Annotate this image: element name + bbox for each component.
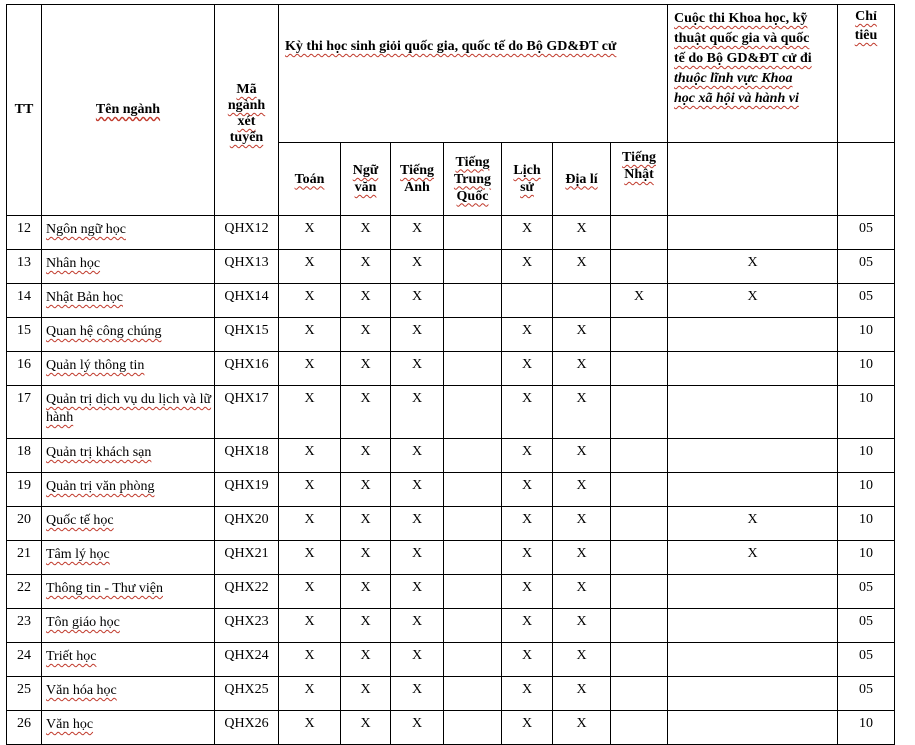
major-name bbox=[42, 711, 215, 745]
mark-cell bbox=[444, 541, 502, 575]
mark-cell: X bbox=[553, 677, 611, 711]
mark-cell: X bbox=[341, 318, 391, 352]
mark-cell bbox=[444, 677, 502, 711]
major-name-text: Văn học bbox=[46, 717, 94, 732]
major-code: QHX19 bbox=[215, 473, 279, 507]
mark-cell bbox=[668, 216, 838, 250]
mark-cell bbox=[668, 386, 838, 439]
header-subject-ngu-van bbox=[341, 143, 391, 216]
header-tt: TT bbox=[7, 5, 42, 216]
mark-cell bbox=[668, 439, 838, 473]
mark-cell bbox=[668, 473, 838, 507]
mark-cell: X bbox=[553, 711, 611, 745]
subject-label: Tiếng bbox=[400, 163, 434, 178]
mark-cell: X bbox=[553, 643, 611, 677]
quota-value: 10 bbox=[838, 352, 895, 386]
mark-cell: X bbox=[502, 507, 553, 541]
mark-cell: X bbox=[502, 318, 553, 352]
mark-cell bbox=[611, 541, 668, 575]
major-code: QHX22 bbox=[215, 575, 279, 609]
quota-value: 05 bbox=[838, 284, 895, 318]
row-number: 22 bbox=[7, 575, 42, 609]
major-code: QHX18 bbox=[215, 439, 279, 473]
major-name bbox=[42, 250, 215, 284]
mark-cell: X bbox=[341, 575, 391, 609]
mark-cell: X bbox=[279, 473, 341, 507]
major-name bbox=[42, 439, 215, 473]
major-code: QHX25 bbox=[215, 677, 279, 711]
major-name bbox=[42, 575, 215, 609]
major-code: QHX21 bbox=[215, 541, 279, 575]
mark-cell: X bbox=[341, 473, 391, 507]
header-name: Tên ngành bbox=[42, 5, 215, 216]
header-subject-toan bbox=[279, 143, 341, 216]
mark-cell: X bbox=[553, 609, 611, 643]
header-national-exam bbox=[279, 5, 668, 143]
mark-cell: X bbox=[611, 284, 668, 318]
header-subject-dia-li bbox=[553, 143, 611, 216]
major-code: QHX26 bbox=[215, 711, 279, 745]
mark-cell bbox=[502, 284, 553, 318]
mark-cell: X bbox=[391, 216, 444, 250]
mark-cell bbox=[611, 643, 668, 677]
subject-label: sử bbox=[520, 180, 534, 195]
mark-cell: X bbox=[391, 439, 444, 473]
mark-cell: X bbox=[341, 711, 391, 745]
quota-value: 10 bbox=[838, 318, 895, 352]
mark-cell bbox=[611, 575, 668, 609]
major-name bbox=[42, 284, 215, 318]
mark-cell bbox=[611, 473, 668, 507]
header-national-exam-text: Kỳ thi học sinh giỏi quốc gia, quốc tế do Bộ GD&ĐT cử bbox=[285, 39, 617, 54]
header-quota-empty bbox=[838, 143, 895, 216]
mark-cell bbox=[611, 507, 668, 541]
subject-label: Toán bbox=[294, 171, 325, 187]
quota-value: 05 bbox=[838, 250, 895, 284]
major-name bbox=[42, 386, 215, 439]
mark-cell: X bbox=[341, 250, 391, 284]
row-number: 23 bbox=[7, 609, 42, 643]
mark-cell: X bbox=[279, 439, 341, 473]
mark-cell bbox=[444, 473, 502, 507]
table-row bbox=[7, 352, 895, 386]
major-name bbox=[42, 216, 215, 250]
mark-cell: X bbox=[502, 473, 553, 507]
mark-cell bbox=[668, 677, 838, 711]
mark-cell: X bbox=[668, 541, 838, 575]
major-name-text: Quốc tế học bbox=[46, 513, 114, 528]
subject-label: Địa lí bbox=[565, 171, 598, 187]
mark-cell: X bbox=[502, 386, 553, 439]
major-name bbox=[42, 541, 215, 575]
mark-cell bbox=[668, 575, 838, 609]
mark-cell: X bbox=[502, 352, 553, 386]
mark-cell: X bbox=[341, 643, 391, 677]
quota-value: 05 bbox=[838, 216, 895, 250]
mark-cell bbox=[668, 643, 838, 677]
mark-cell: X bbox=[502, 250, 553, 284]
mark-cell bbox=[444, 711, 502, 745]
header-contest-line: thuật quốc gia và quốc bbox=[674, 31, 810, 46]
mark-cell: X bbox=[668, 250, 838, 284]
mark-cell bbox=[668, 318, 838, 352]
mark-cell: X bbox=[341, 609, 391, 643]
header-quota-line: Chỉ bbox=[855, 9, 877, 24]
mark-cell bbox=[611, 352, 668, 386]
mark-cell: X bbox=[502, 677, 553, 711]
table-row bbox=[7, 575, 895, 609]
mark-cell: X bbox=[391, 318, 444, 352]
table-row bbox=[7, 609, 895, 643]
row-number: 21 bbox=[7, 541, 42, 575]
major-code: QHX24 bbox=[215, 643, 279, 677]
header-code-line: ngành bbox=[227, 98, 266, 113]
mark-cell: X bbox=[279, 386, 341, 439]
quota-value: 10 bbox=[838, 439, 895, 473]
mark-cell bbox=[611, 677, 668, 711]
quota-value: 05 bbox=[838, 643, 895, 677]
mark-cell bbox=[611, 609, 668, 643]
mark-cell: X bbox=[668, 284, 838, 318]
major-code: QHX14 bbox=[215, 284, 279, 318]
header-code-line: tuyển bbox=[229, 130, 264, 145]
table-row bbox=[7, 216, 895, 250]
table-row bbox=[7, 711, 895, 745]
quota-value: 05 bbox=[838, 609, 895, 643]
mark-cell: X bbox=[279, 507, 341, 541]
mark-cell bbox=[611, 216, 668, 250]
mark-cell: X bbox=[391, 284, 444, 318]
mark-cell: X bbox=[502, 609, 553, 643]
major-name-text: Văn hóa học bbox=[46, 683, 117, 698]
row-number: 16 bbox=[7, 352, 42, 386]
mark-cell: X bbox=[279, 677, 341, 711]
subject-label: Tiếng bbox=[622, 150, 656, 165]
table-row bbox=[7, 473, 895, 507]
subject-label: Ngữ bbox=[352, 163, 379, 178]
row-number: 24 bbox=[7, 643, 42, 677]
major-code: QHX15 bbox=[215, 318, 279, 352]
major-name bbox=[42, 609, 215, 643]
mark-cell: X bbox=[668, 507, 838, 541]
major-name-text: Triết học bbox=[46, 649, 97, 664]
major-code: QHX16 bbox=[215, 352, 279, 386]
row-number: 25 bbox=[7, 677, 42, 711]
header-contest-empty bbox=[668, 143, 838, 216]
major-name-text: Tôn giáo học bbox=[46, 615, 120, 630]
mark-cell: X bbox=[391, 250, 444, 284]
table-row bbox=[7, 507, 895, 541]
mark-cell: X bbox=[341, 284, 391, 318]
major-name bbox=[42, 318, 215, 352]
subject-label: Tiếng bbox=[455, 154, 490, 170]
mark-cell: X bbox=[341, 439, 391, 473]
mark-cell: X bbox=[391, 575, 444, 609]
header-subject-tieng-trung bbox=[444, 143, 502, 216]
mark-cell: X bbox=[502, 541, 553, 575]
mark-cell: X bbox=[341, 541, 391, 575]
header-row-1 bbox=[7, 5, 895, 143]
mark-cell: X bbox=[553, 439, 611, 473]
subject-label: Nhật bbox=[624, 167, 654, 182]
admission-table bbox=[6, 4, 895, 745]
mark-cell: X bbox=[391, 386, 444, 439]
row-number: 18 bbox=[7, 439, 42, 473]
mark-cell: X bbox=[391, 473, 444, 507]
mark-cell: X bbox=[502, 575, 553, 609]
quota-value: 05 bbox=[838, 575, 895, 609]
mark-cell: X bbox=[279, 216, 341, 250]
row-number: 17 bbox=[7, 386, 42, 439]
major-name bbox=[42, 473, 215, 507]
mark-cell: X bbox=[553, 216, 611, 250]
major-name-text: Quản trị dịch vụ du lịch và lữ hành bbox=[46, 392, 212, 425]
header-subject-lich-su bbox=[502, 143, 553, 216]
quota-value: 10 bbox=[838, 473, 895, 507]
quota-value: 10 bbox=[838, 711, 895, 745]
mark-cell bbox=[444, 284, 502, 318]
major-code: QHX13 bbox=[215, 250, 279, 284]
mark-cell: X bbox=[502, 643, 553, 677]
major-code: QHX17 bbox=[215, 386, 279, 439]
mark-cell: X bbox=[279, 541, 341, 575]
mark-cell: X bbox=[391, 352, 444, 386]
mark-cell: X bbox=[502, 216, 553, 250]
mark-cell: X bbox=[553, 507, 611, 541]
header-contest-line: tế do Bộ GD&ĐT cử đi bbox=[674, 51, 812, 66]
mark-cell bbox=[611, 439, 668, 473]
major-name bbox=[42, 677, 215, 711]
major-name-text: Quản trị khách sạn bbox=[46, 445, 152, 460]
header-contest-line: học xã hội và hành vi bbox=[674, 91, 799, 106]
table-row bbox=[7, 318, 895, 352]
mark-cell: X bbox=[341, 386, 391, 439]
major-code: QHX20 bbox=[215, 507, 279, 541]
quota-value: 10 bbox=[838, 541, 895, 575]
mark-cell bbox=[444, 386, 502, 439]
mark-cell: X bbox=[391, 507, 444, 541]
table-body bbox=[7, 216, 895, 745]
major-name-text: Nhân học bbox=[46, 256, 101, 271]
mark-cell: X bbox=[553, 352, 611, 386]
mark-cell: X bbox=[279, 643, 341, 677]
mark-cell bbox=[553, 284, 611, 318]
mark-cell: X bbox=[279, 250, 341, 284]
mark-cell: X bbox=[553, 318, 611, 352]
row-number: 12 bbox=[7, 216, 42, 250]
header-code-line: xét bbox=[237, 114, 256, 129]
mark-cell: X bbox=[391, 711, 444, 745]
major-code: QHX23 bbox=[215, 609, 279, 643]
mark-cell bbox=[668, 609, 838, 643]
major-name-text: Nhật Bản học bbox=[46, 290, 123, 305]
major-name-text: Quan hệ công chúng bbox=[46, 324, 162, 339]
mark-cell: X bbox=[279, 284, 341, 318]
mark-cell: X bbox=[391, 643, 444, 677]
major-name bbox=[42, 643, 215, 677]
subject-label: Trung bbox=[453, 171, 492, 187]
mark-cell: X bbox=[341, 216, 391, 250]
table-row bbox=[7, 386, 895, 439]
mark-cell bbox=[444, 439, 502, 473]
major-name-text: Quản trị văn phòng bbox=[46, 479, 155, 494]
mark-cell bbox=[668, 711, 838, 745]
major-code: QHX12 bbox=[215, 216, 279, 250]
table-row bbox=[7, 439, 895, 473]
mark-cell: X bbox=[391, 541, 444, 575]
mark-cell: X bbox=[341, 677, 391, 711]
mark-cell bbox=[444, 250, 502, 284]
header-code-line: Mã bbox=[236, 82, 257, 97]
mark-cell bbox=[444, 609, 502, 643]
mark-cell bbox=[444, 216, 502, 250]
row-number: 20 bbox=[7, 507, 42, 541]
row-number: 26 bbox=[7, 711, 42, 745]
mark-cell: X bbox=[279, 318, 341, 352]
quota-value: 10 bbox=[838, 386, 895, 439]
major-name-text: Quản lý thông tin bbox=[46, 358, 145, 373]
header-contest-line: thuộc lĩnh vực Khoa bbox=[674, 71, 793, 86]
table-row bbox=[7, 250, 895, 284]
mark-cell: X bbox=[391, 609, 444, 643]
row-number: 15 bbox=[7, 318, 42, 352]
mark-cell: X bbox=[341, 507, 391, 541]
mark-cell: X bbox=[553, 541, 611, 575]
mark-cell: X bbox=[279, 711, 341, 745]
mark-cell: X bbox=[279, 575, 341, 609]
major-name bbox=[42, 507, 215, 541]
subject-label: Anh bbox=[404, 180, 430, 195]
mark-cell: X bbox=[553, 575, 611, 609]
table-row bbox=[7, 541, 895, 575]
mark-cell bbox=[611, 386, 668, 439]
mark-cell: X bbox=[279, 352, 341, 386]
subject-label: văn bbox=[354, 180, 377, 195]
mark-cell: X bbox=[553, 250, 611, 284]
header-quota bbox=[838, 5, 895, 143]
table-row bbox=[7, 284, 895, 318]
major-name-text: Ngôn ngữ học bbox=[46, 222, 126, 237]
mark-cell bbox=[611, 711, 668, 745]
mark-cell bbox=[444, 318, 502, 352]
mark-cell: X bbox=[279, 609, 341, 643]
mark-cell bbox=[611, 318, 668, 352]
mark-cell bbox=[611, 250, 668, 284]
row-number: 13 bbox=[7, 250, 42, 284]
table-row bbox=[7, 643, 895, 677]
mark-cell: X bbox=[553, 386, 611, 439]
quota-value: 05 bbox=[838, 677, 895, 711]
header-quota-line: tiêu bbox=[854, 28, 878, 43]
major-name bbox=[42, 352, 215, 386]
header-subject-tieng-anh bbox=[391, 143, 444, 216]
mark-cell bbox=[444, 643, 502, 677]
row-number: 19 bbox=[7, 473, 42, 507]
mark-cell: X bbox=[341, 352, 391, 386]
mark-cell: X bbox=[391, 677, 444, 711]
header-subject-tieng-nhat bbox=[611, 143, 668, 216]
row-number: 14 bbox=[7, 284, 42, 318]
mark-cell bbox=[444, 507, 502, 541]
mark-cell: X bbox=[502, 439, 553, 473]
mark-cell bbox=[444, 352, 502, 386]
header-code bbox=[215, 5, 279, 216]
header-contest-line: Cuộc thi Khoa học, kỹ bbox=[674, 11, 808, 26]
quota-value: 10 bbox=[838, 507, 895, 541]
mark-cell: X bbox=[553, 473, 611, 507]
header-contest bbox=[668, 5, 838, 143]
subject-label: Quốc bbox=[456, 188, 489, 204]
mark-cell bbox=[444, 575, 502, 609]
major-name-text: Thông tin - Thư viện bbox=[46, 581, 163, 596]
mark-cell bbox=[668, 352, 838, 386]
mark-cell: X bbox=[502, 711, 553, 745]
major-name-text: Tâm lý học bbox=[46, 547, 110, 562]
table-row bbox=[7, 677, 895, 711]
subject-label: Lịch bbox=[513, 163, 541, 178]
